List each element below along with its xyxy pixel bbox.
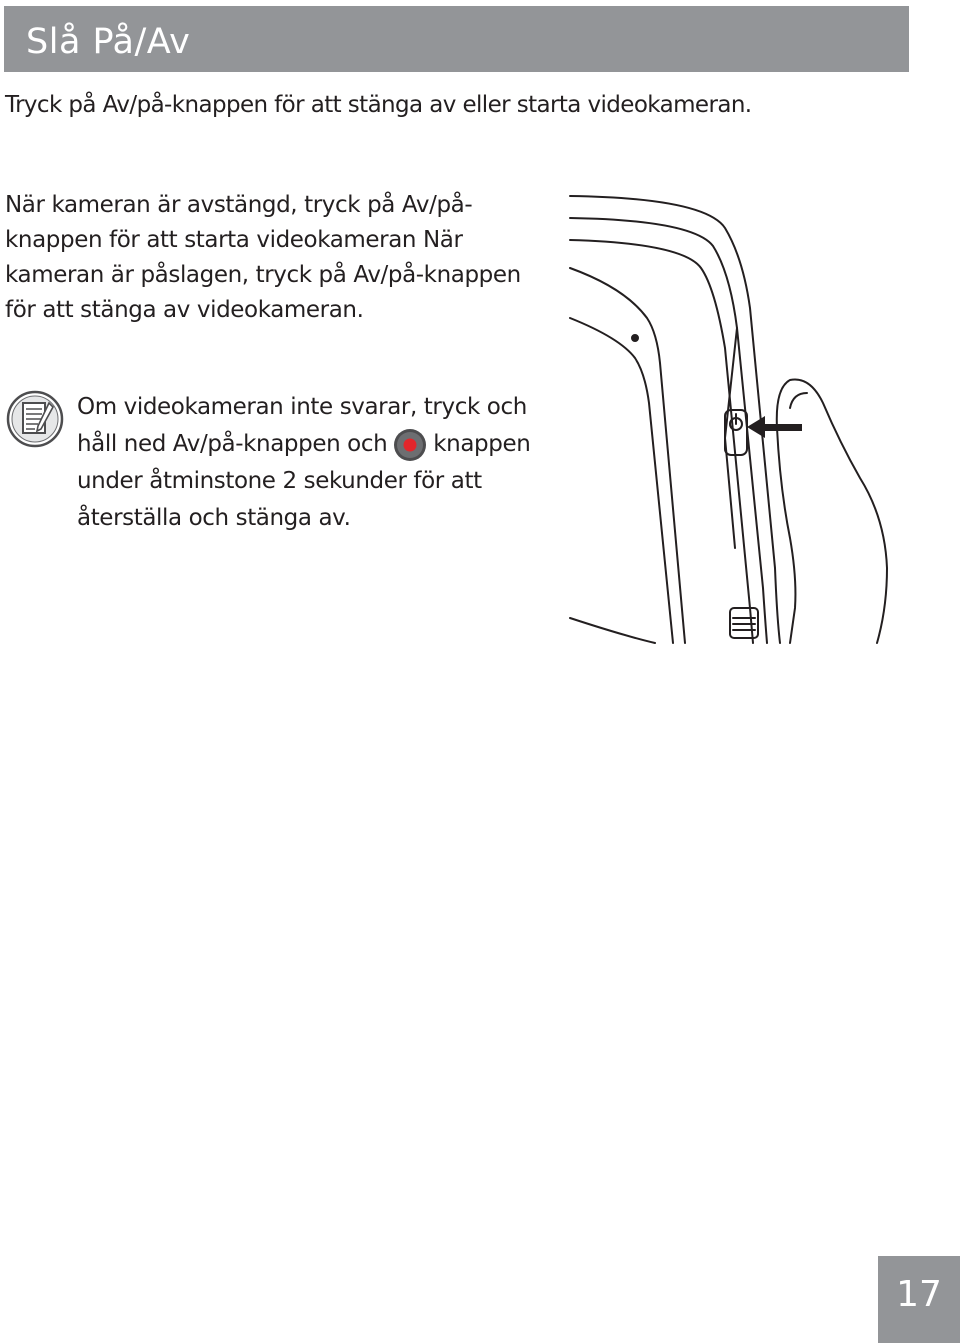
body-line: När kameran är avstängd, tryck på Av/på- <box>5 192 473 218</box>
note-line: under åtminstone 2 sekunder för att <box>77 468 482 494</box>
note-line <box>77 426 530 463</box>
note-line-part: håll ned Av/på-knappen och <box>77 431 388 457</box>
note-line-part: knappen <box>433 431 531 457</box>
note-line: Om videokameran inte svarar, tryck och <box>77 394 527 420</box>
intro-text: Tryck på Av/på-knappen för att stänga av eller starta videokameran. <box>5 92 752 118</box>
camera-power-button-press-illustration <box>565 188 960 648</box>
note-pad-icon <box>5 389 65 449</box>
note-text <box>77 389 530 537</box>
body-paragraph <box>5 188 521 328</box>
page-number: 17 <box>896 1274 942 1315</box>
record-button-icon <box>393 428 427 462</box>
body-line: för att stänga av videokameran. <box>5 297 364 323</box>
body-line: knappen för att starta videokameran När <box>5 227 463 253</box>
note-line: återställa och stänga av. <box>77 505 351 531</box>
page-title: Slå På/Av <box>26 22 191 62</box>
page-number-box <box>878 1256 960 1343</box>
header-bar <box>4 6 909 72</box>
body-line: kameran är påslagen, tryck på Av/på-knappen <box>5 262 521 288</box>
